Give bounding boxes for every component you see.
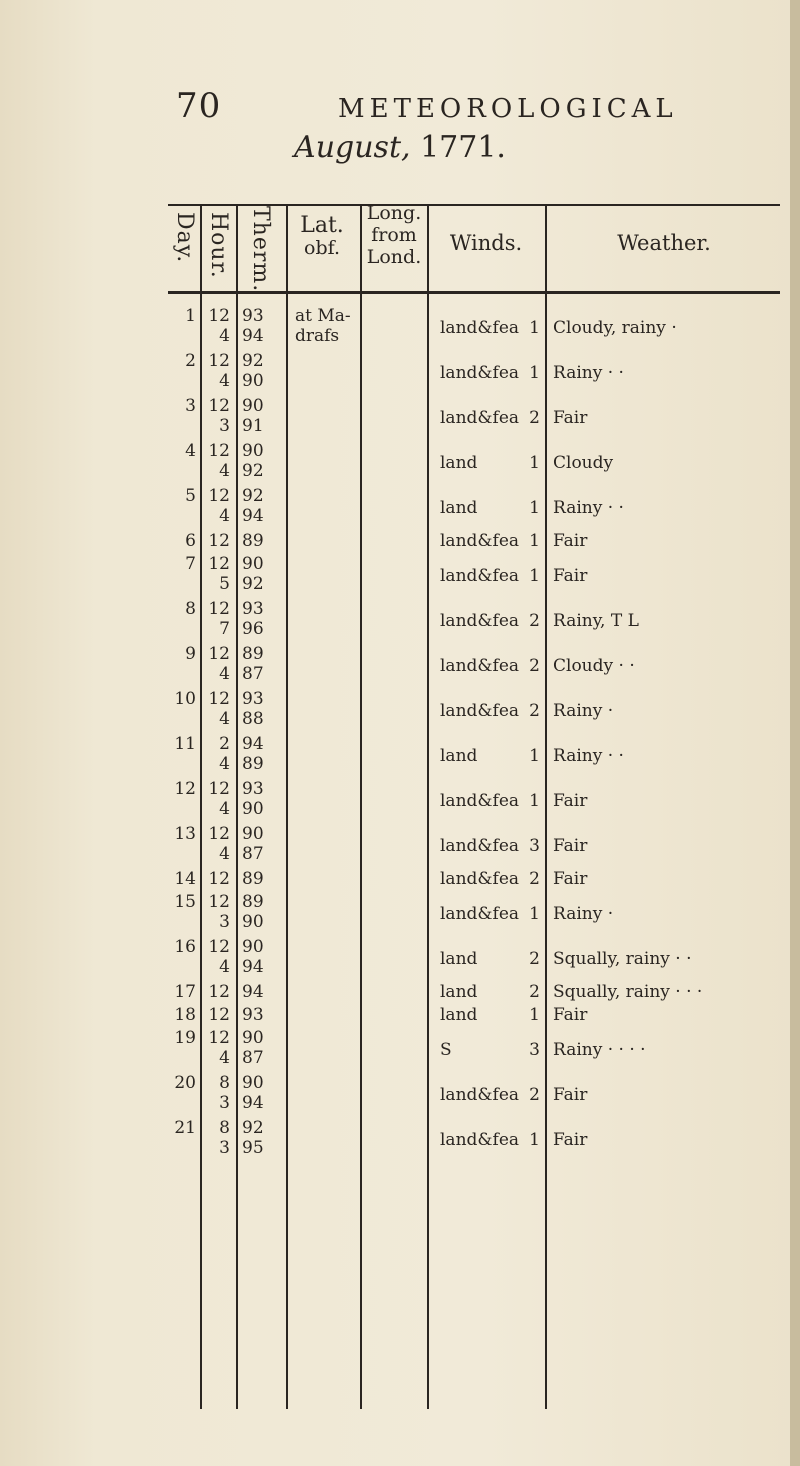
hour-cell: 4 — [219, 326, 230, 346]
hour-cell: 8 — [219, 1118, 230, 1138]
weather-cell: Rainy · · — [553, 746, 624, 766]
table-date-title — [0, 130, 800, 165]
therm-cell: 88 — [242, 709, 264, 729]
day-cell: 15 — [174, 892, 196, 912]
hour-cell: 12 — [208, 982, 230, 1002]
therm-cell: 90 — [242, 371, 264, 391]
hour-cell: 4 — [219, 506, 230, 526]
weather-cell: Fair — [553, 836, 588, 856]
wind-force-cell: 3 — [529, 1040, 540, 1060]
wind-cell: land&fea — [440, 531, 520, 551]
weather-cell: Fair — [553, 408, 588, 428]
therm-cell: 93 — [242, 1005, 264, 1025]
weather-cell: Fair — [553, 566, 588, 586]
day-cell: 10 — [174, 689, 196, 709]
running-title: METEOROLOGICAL — [338, 94, 678, 124]
column-divider — [545, 204, 547, 1409]
therm-cell: 90 — [242, 912, 264, 932]
day-cell: 7 — [185, 554, 196, 574]
wind-cell: land&fea — [440, 791, 520, 811]
hour-cell: 5 — [219, 574, 230, 594]
wind-force-cell: 1 — [529, 531, 540, 551]
wind-cell: land — [440, 498, 478, 518]
wind-force-cell: 1 — [529, 904, 540, 924]
col-head-winds: Winds. — [449, 231, 523, 255]
col-head-therm: Therm. — [248, 206, 273, 293]
day-cell: 5 — [185, 486, 196, 506]
wind-cell: land&fea — [440, 318, 520, 338]
therm-cell: 93 — [242, 599, 264, 619]
hour-cell: 12 — [208, 1005, 230, 1025]
weather-cell: Fair — [553, 1130, 588, 1150]
col-head-lat-line1: Lat. — [300, 213, 344, 238]
hour-cell: 12 — [208, 441, 230, 461]
weather-cell: Fair — [553, 1005, 588, 1025]
day-cell: 1 — [185, 306, 196, 326]
therm-cell: 87 — [242, 664, 264, 684]
therm-cell: 93 — [242, 779, 264, 799]
hour-cell: 12 — [208, 306, 230, 326]
wind-force-cell: 1 — [529, 791, 540, 811]
wind-cell: land&fea — [440, 869, 520, 889]
col-head-long — [362, 202, 426, 268]
day-cell: 2 — [185, 351, 196, 371]
therm-cell: 94 — [242, 1093, 264, 1113]
therm-cell: 90 — [242, 824, 264, 844]
day-cell: 19 — [174, 1028, 196, 1048]
therm-cell: 95 — [242, 1138, 264, 1158]
hour-cell: 12 — [208, 869, 230, 889]
hour-cell: 12 — [208, 531, 230, 551]
weather-cell: Rainy · — [553, 904, 614, 924]
therm-cell: 90 — [242, 937, 264, 957]
column-divider — [286, 204, 288, 1409]
therm-cell: 92 — [242, 351, 264, 371]
therm-cell: 90 — [242, 554, 264, 574]
col-head-day: Day. — [172, 212, 197, 264]
lat-note: at Ma- — [295, 306, 351, 326]
weather-cell: Cloudy — [553, 453, 614, 473]
therm-cell: 89 — [242, 644, 264, 664]
therm-cell: 92 — [242, 461, 264, 481]
lat-note: drafs — [295, 326, 340, 346]
wind-cell: land&fea — [440, 904, 520, 924]
col-head-long-line3: Lond. — [366, 246, 422, 268]
therm-cell: 87 — [242, 1048, 264, 1068]
weather-cell: Cloudy · · — [553, 656, 635, 676]
day-cell: 13 — [174, 824, 196, 844]
therm-cell: 92 — [242, 1118, 264, 1138]
wind-force-cell: 1 — [529, 453, 540, 473]
wind-cell: land&fea — [440, 656, 520, 676]
day-cell: 20 — [174, 1073, 196, 1093]
wind-cell: land&fea — [440, 363, 520, 383]
hour-cell: 12 — [208, 689, 230, 709]
day-cell: 9 — [185, 644, 196, 664]
hour-cell: 3 — [219, 1138, 230, 1158]
wind-cell: land&fea — [440, 836, 520, 856]
wind-force-cell: 2 — [529, 982, 540, 1002]
day-cell: 18 — [174, 1005, 196, 1025]
hour-cell: 4 — [219, 664, 230, 684]
therm-cell: 87 — [242, 844, 264, 864]
hour-cell: 3 — [219, 1093, 230, 1113]
wind-force-cell: 2 — [529, 701, 540, 721]
hour-cell: 7 — [219, 619, 230, 639]
column-divider — [427, 204, 429, 1409]
hour-cell: 12 — [208, 396, 230, 416]
column-divider — [236, 204, 238, 1409]
hour-cell: 12 — [208, 1028, 230, 1048]
weather-cell: Rainy, T L — [553, 611, 639, 631]
therm-cell: 90 — [242, 1028, 264, 1048]
hour-cell: 12 — [208, 824, 230, 844]
month-label: August, — [294, 130, 411, 165]
hour-cell: 12 — [208, 351, 230, 371]
day-cell: 17 — [174, 982, 196, 1002]
weather-cell: Fair — [553, 869, 588, 889]
wind-cell: land&fea — [440, 408, 520, 428]
wind-cell: land&fea — [440, 1130, 520, 1150]
year-label: 1771. — [420, 130, 506, 165]
wind-force-cell: 2 — [529, 949, 540, 969]
wind-force-cell: 2 — [529, 656, 540, 676]
wind-cell: land — [440, 949, 478, 969]
therm-cell: 89 — [242, 531, 264, 551]
hour-cell: 4 — [219, 957, 230, 977]
day-cell: 14 — [174, 869, 196, 889]
hour-cell: 2 — [219, 734, 230, 754]
wind-force-cell: 1 — [529, 1005, 540, 1025]
therm-cell: 89 — [242, 869, 264, 889]
hour-cell: 12 — [208, 554, 230, 574]
weather-cell: Cloudy, rainy · — [553, 318, 677, 338]
page-edge — [790, 0, 800, 1466]
therm-cell: 94 — [242, 326, 264, 346]
day-cell: 8 — [185, 599, 196, 619]
wind-cell: land — [440, 982, 478, 1002]
wind-force-cell: 1 — [529, 1130, 540, 1150]
therm-cell: 92 — [242, 486, 264, 506]
day-cell: 16 — [174, 937, 196, 957]
therm-cell: 96 — [242, 619, 264, 639]
hour-cell: 12 — [208, 486, 230, 506]
wind-force-cell: 3 — [529, 836, 540, 856]
wind-force-cell: 2 — [529, 1085, 540, 1105]
hour-cell: 4 — [219, 461, 230, 481]
therm-cell: 89 — [242, 754, 264, 774]
hour-cell: 12 — [208, 599, 230, 619]
col-head-weather: Weather. — [617, 231, 711, 255]
hour-cell: 3 — [219, 416, 230, 436]
col-head-lat-line2: obf. — [304, 237, 340, 259]
weather-cell: Fair — [553, 1085, 588, 1105]
page-number: 70 — [176, 86, 222, 126]
weather-cell: Rainy · · — [553, 498, 624, 518]
therm-cell: 89 — [242, 892, 264, 912]
col-head-hour: Hour. — [206, 212, 231, 279]
therm-cell: 93 — [242, 689, 264, 709]
wind-force-cell: 1 — [529, 363, 540, 383]
wind-force-cell: 2 — [529, 408, 540, 428]
hour-cell: 3 — [219, 912, 230, 932]
wind-cell: land — [440, 1005, 478, 1025]
hour-cell: 4 — [219, 754, 230, 774]
day-cell: 21 — [174, 1118, 196, 1138]
day-cell: 6 — [185, 531, 196, 551]
hour-cell: 12 — [208, 892, 230, 912]
day-cell: 12 — [174, 779, 196, 799]
hour-cell: 4 — [219, 844, 230, 864]
weather-cell: Rainy · · · · — [553, 1040, 646, 1060]
wind-force-cell: 1 — [529, 746, 540, 766]
hour-cell: 12 — [208, 644, 230, 664]
therm-cell: 92 — [242, 574, 264, 594]
hour-cell: 12 — [208, 779, 230, 799]
hour-cell: 4 — [219, 1048, 230, 1068]
hour-cell: 12 — [208, 937, 230, 957]
column-divider — [360, 204, 362, 1409]
wind-cell: S — [440, 1040, 452, 1060]
therm-cell: 94 — [242, 982, 264, 1002]
weather-cell: Rainy · · — [553, 363, 624, 383]
wind-cell: land — [440, 453, 478, 473]
wind-force-cell: 2 — [529, 611, 540, 631]
therm-cell: 90 — [242, 1073, 264, 1093]
therm-cell: 90 — [242, 799, 264, 819]
weather-cell: Squally, rainy · · · — [553, 982, 703, 1002]
hour-cell: 8 — [219, 1073, 230, 1093]
day-cell: 3 — [185, 396, 196, 416]
page-header — [0, 86, 800, 126]
day-cell: 11 — [174, 734, 196, 754]
therm-cell: 94 — [242, 957, 264, 977]
col-head-long-line2: from — [371, 224, 417, 246]
therm-cell: 90 — [242, 441, 264, 461]
therm-cell: 94 — [242, 506, 264, 526]
col-head-long-line1: Long. — [366, 202, 422, 224]
wind-force-cell: 2 — [529, 869, 540, 889]
wind-cell: land&fea — [440, 566, 520, 586]
wind-cell: land — [440, 746, 478, 766]
wind-force-cell: 1 — [529, 566, 540, 586]
wind-cell: land&fea — [440, 1085, 520, 1105]
hour-cell: 4 — [219, 709, 230, 729]
wind-force-cell: 1 — [529, 318, 540, 338]
col-head-lat — [288, 215, 356, 259]
wind-cell: land&fea — [440, 611, 520, 631]
weather-cell: Squally, rainy · · — [553, 949, 692, 969]
weather-cell: Rainy · — [553, 701, 614, 721]
wind-cell: land&fea — [440, 701, 520, 721]
hour-cell: 4 — [219, 371, 230, 391]
hour-cell: 4 — [219, 799, 230, 819]
day-cell: 4 — [185, 441, 196, 461]
weather-cell: Fair — [553, 791, 588, 811]
therm-cell: 90 — [242, 396, 264, 416]
therm-cell: 93 — [242, 306, 264, 326]
wind-force-cell: 1 — [529, 498, 540, 518]
therm-cell: 91 — [242, 416, 264, 436]
weather-cell: Fair — [553, 531, 588, 551]
therm-cell: 94 — [242, 734, 264, 754]
